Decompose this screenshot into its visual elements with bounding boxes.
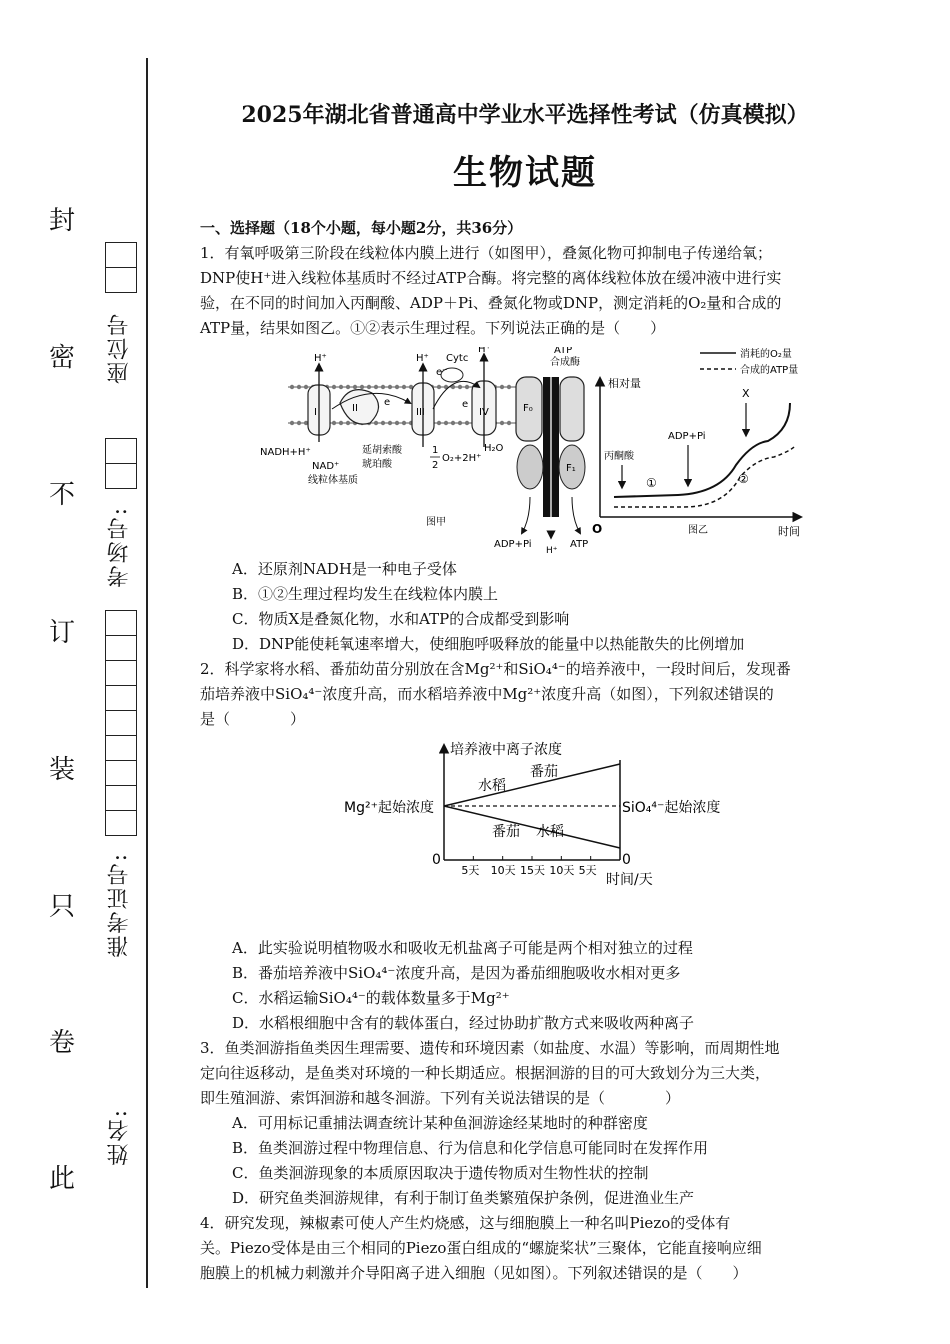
q3-option: C．鱼类洄游现象的本质原因取决于遗传物质对生物性状的控制 [232, 1164, 649, 1182]
label-complex: IV [479, 407, 489, 418]
seal-char: 订 [48, 618, 75, 648]
lipid-head [507, 385, 511, 389]
label-electron: e⁻ [436, 367, 448, 378]
label-atp-synthase: ATP [554, 347, 573, 356]
label-o2: O₂+2H⁺ [442, 453, 482, 464]
origin-right: 0 [622, 852, 631, 868]
lipid-head [388, 385, 392, 389]
seat-number-label: 座位号 [107, 312, 132, 384]
lipid-head [346, 421, 350, 425]
exam-room-boxes[interactable] [105, 438, 137, 489]
lipid-head [465, 385, 469, 389]
o2-consumed-line [614, 403, 790, 497]
y-axis-label: 相对量 [608, 377, 641, 390]
exam-id-boxes[interactable] [105, 610, 137, 836]
annotation-pyruvate: 丙酮酸 [604, 451, 634, 462]
lipid-head [381, 421, 385, 425]
seal-char: 不 [48, 480, 75, 510]
annotation-adp: ADP+Pi [668, 431, 706, 442]
binding-line [146, 58, 148, 1288]
label-o2-fraction: 2 [432, 460, 439, 471]
lipid-head [304, 385, 308, 389]
label-o2-fraction: 1 [432, 445, 439, 456]
q4-stem-line: 关。Piezo受体是由三个相同的Piezo蛋白组成的“螺旋桨状”三聚体，它能直接响应细 [200, 1239, 762, 1257]
atp-synthesized-line [614, 447, 794, 507]
lipid-head [402, 421, 406, 425]
lipid-head [437, 385, 441, 389]
lipid-head [437, 421, 441, 425]
process-label: ② [738, 472, 749, 486]
label-electron: e [462, 399, 469, 410]
x-tick-label: 5天 [578, 864, 597, 877]
seal-char: 装 [48, 755, 75, 785]
q2-option: B．番茄培养液中SiO₄⁴⁻浓度升高，是因为番茄细胞吸收水相对更多 [232, 964, 681, 982]
q1-stem-line: 1．有氧呼吸第三阶段在线粒体内膜上进行（如图甲），叠氮化物可抑制电子传递给氧； [200, 244, 773, 262]
label-h: H⁺ [314, 353, 327, 364]
q1-option: B．①②生理过程均发生在线粒体内膜上 [232, 585, 499, 603]
q4-stem-line: 胞膜上的机械力刺激并介导阳离子进入细胞（见如图）。下列叙述错误的是（ ） [200, 1264, 748, 1282]
lipid-head [374, 421, 378, 425]
x-tick-label: 10天 [490, 864, 516, 877]
atp-arrow [572, 497, 580, 533]
q1-stem-line: 验，在不同的时间加入丙酮酸、ADP＋Pi、叠氮化物或DNP，测定消耗的O₂量和合成的 [200, 294, 782, 312]
legend-label: 合成的ATP量 [740, 365, 799, 376]
q2-option: A．此实验说明植物吸水和吸收无机盐离子可能是两个相对独立的过程 [232, 939, 693, 957]
lipid-head [339, 385, 343, 389]
lipid-head [374, 385, 378, 389]
synthase-side [560, 377, 584, 441]
q1-stem-line: ATP量，结果如图乙。①②表示生理过程。下列说法正确的是（ ） [200, 319, 666, 337]
label-matrix: 线粒体基质 [308, 475, 358, 486]
q2-option: C．水稻运输SiO₄⁴⁻的载体数量多于Mg²⁺ [232, 989, 510, 1007]
x-axis-label: 时间/天 [606, 872, 653, 888]
lipid-head [500, 421, 504, 425]
label-f0: F₀ [523, 403, 533, 414]
q3-option: A．可用标记重捕法调查统计某种鱼洄游途经某地时的种群密度 [232, 1114, 648, 1132]
tomato-top-label: 番茄 [530, 764, 558, 780]
q4-stem-line: 4．研究发现，辣椒素可使人产生灼烧感，这与细胞膜上一种名叫Piezo的受体有 [200, 1214, 731, 1232]
lipid-head [451, 421, 455, 425]
lipid-head [339, 421, 343, 425]
exam-room-label: 考场号: [107, 506, 132, 588]
label-complex: I [314, 407, 317, 418]
lipid-head [367, 385, 371, 389]
label-complex: II [352, 403, 358, 414]
rice-bottom-label: 水稻 [536, 824, 564, 840]
name-label: 姓名: [107, 1108, 132, 1166]
complex-two [340, 390, 379, 424]
lipid-head [290, 421, 294, 425]
x-tick-label: 5天 [461, 864, 480, 877]
lipid-head [290, 385, 294, 389]
q3-stem-line: 3．鱼类洄游指鱼类因生理需要、遗传和环境因素（如盐度、水温）等影响，而周期性地 [200, 1039, 780, 1057]
x-tick-label: 15天 [520, 864, 545, 877]
lower-trend-line [444, 806, 620, 848]
seal-char: 密 [48, 343, 75, 373]
q2-stem-line: 2．科学家将水稻、番茄幼苗分别放在含Mg²⁺和SiO₄⁴⁻的培养液中，一段时间后，发现番 [200, 660, 791, 678]
figure-b-chart [592, 347, 800, 538]
q2-figure [200, 740, 850, 930]
x-tick-label: 10天 [549, 864, 575, 877]
lipid-head [444, 421, 448, 425]
sio4-start-label: SiO₄⁴⁻起始浓度 [622, 800, 721, 816]
q3-option: D．研究鱼类洄游规律，有利于制订鱼类繁殖保护条例，促进渔业生产 [232, 1189, 695, 1207]
y-axis-label: 培养液中离子浓度 [450, 742, 562, 758]
q1-option: C．物质X是叠氮化物，水和ATP的合成都受到影响 [232, 610, 570, 628]
lipid-head [395, 385, 399, 389]
label-electron: e [384, 397, 391, 408]
q3-option: B．鱼类洄游过程中物理信息、行为信息和化学信息可能同时在发挥作用 [232, 1139, 709, 1157]
figure-b-caption: 图乙 [688, 525, 708, 536]
seal-char: 卷 [48, 1028, 75, 1058]
figure-a-caption: 图甲 [426, 517, 446, 528]
q3-stem-line: 定向往返移动，是鱼类对环境的一种长期适应。根据洄游的目的可大致划分为三大类， [200, 1064, 771, 1082]
legend-label: 消耗的O₂量 [740, 349, 792, 360]
label-nad: NAD⁺ [312, 461, 340, 472]
lipid-head [507, 421, 511, 425]
label-adp: ADP+Pi [494, 539, 532, 550]
q1-stem-line: DNP使H⁺进入线粒体基质时不经过ATP合酶。将完整的离体线粒体放在缓冲液中进行实 [200, 269, 782, 287]
q1-option: D．DNP能使耗氧速率增大，使细胞呼吸释放的能量中以热能散失的比例增加 [232, 635, 745, 653]
label-succinate: 琥珀酸 [362, 459, 392, 470]
lipid-head [458, 421, 462, 425]
exam-id-label: 准考证号: [107, 852, 132, 958]
lipid-head [332, 421, 336, 425]
lipid-head [458, 385, 462, 389]
q1-option: A．还原剂NADH是一种电子受体 [232, 560, 457, 578]
seal-char: 封 [48, 206, 75, 236]
label-f1: F₁ [566, 463, 576, 474]
q2-stem-line: 是（ ） [200, 710, 306, 728]
process-label: ① [646, 476, 657, 490]
q3-stem-line: 即生殖洄游、索饵洄游和越冬洄游。下列有关说法错误的是（ ） [200, 1089, 681, 1107]
lipid-head [465, 421, 469, 425]
label-h: H⁺ [416, 353, 429, 364]
seal-char: 此 [48, 1164, 75, 1194]
seat-number-boxes[interactable] [105, 242, 137, 293]
lipid-head [332, 385, 336, 389]
figure-a-membrane [260, 347, 588, 555]
label-h: H⁺ [546, 546, 558, 555]
adp-arrow [522, 497, 530, 533]
lipid-head [346, 385, 350, 389]
rice-top-label: 水稻 [478, 778, 506, 794]
q1-figure-svg [200, 347, 850, 555]
exam-content [200, 216, 850, 1286]
origin-left: 0 [432, 852, 441, 868]
annotation-x: X [742, 387, 750, 400]
q2-stem-line: 茄培养液中SiO₄⁴⁻浓度升高，而水稻培养液中Mg²⁺浓度升高（如图），下列叙述错误的 [200, 685, 774, 703]
label-complex: III [416, 407, 425, 418]
exam-title: 2025年湖北省普通高中学业水平选择性考试（仿真模拟） [241, 102, 809, 128]
label-atp-synthase: 合成酶 [550, 357, 580, 368]
label-h2o: H₂O [484, 443, 504, 454]
x-axis-label: 时间 [778, 525, 800, 538]
lipid-head [353, 385, 357, 389]
label-fumarate: 延胡索酸 [362, 445, 402, 456]
lipid-head [402, 385, 406, 389]
lipid-head [381, 385, 385, 389]
lipid-head [297, 421, 301, 425]
label-h: H⁺ [478, 347, 491, 355]
label-atp: ATP [570, 539, 589, 550]
exam-subtitle: 生物试题 [453, 153, 597, 193]
f1-subunit [517, 445, 543, 489]
mg-start-label: Mg²⁺起始浓度 [344, 800, 434, 816]
lipid-head [388, 421, 392, 425]
q2-option: D．水稻根细胞中含有的载体蛋白，经过协助扩散方式来吸收两种离子 [232, 1014, 695, 1032]
lipid-head [360, 385, 364, 389]
q1-figures [200, 347, 850, 555]
lipid-head [500, 385, 504, 389]
lipid-head [297, 385, 301, 389]
lipid-head [395, 421, 399, 425]
label-nadh: NADH+H⁺ [260, 447, 311, 458]
x-ticks [461, 856, 596, 877]
seal-char: 只 [48, 892, 75, 922]
q2-figure-svg [200, 740, 850, 930]
tomato-bottom-label: 番茄 [492, 824, 520, 840]
label-cytc: Cytc [446, 353, 469, 364]
section-heading: 一、选择题（18个小题，每小题2分，共36分） [200, 219, 523, 237]
origin-label: O [592, 522, 603, 536]
